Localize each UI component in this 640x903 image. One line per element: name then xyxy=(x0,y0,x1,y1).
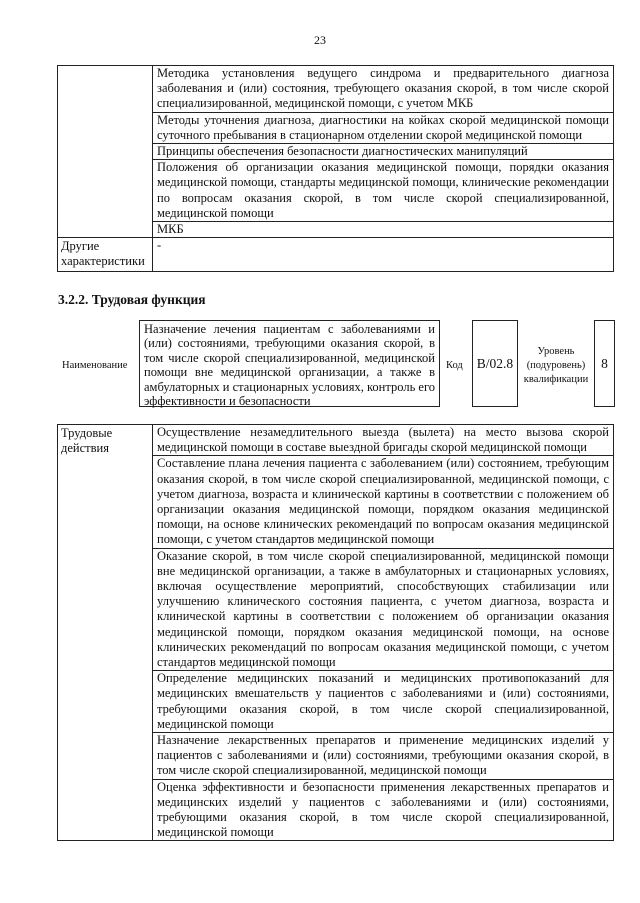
knowledge-table xyxy=(57,65,614,272)
table-cell: Оказание скорой, в том числе скорой специализированной, медицинской помощи вне медицинской организации, а также в амбулаторных и стационарных условиях, включая осуществление мероприятий, способствующих стабилизации или улучшению клинического состояния пациента, с учетом диагноза, возраста и клинической картины в соответствии с положением об организации оказания медицинской помощи, порядком оказания медицинской помощи, на основе клинических рекомендаций по вопросам оказания медицинской помощи, с учетом стандартов медицинской помощи xyxy=(153,548,614,671)
table-cell: Положения об организации оказания медицинской помощи, порядки оказания медицинской помощи, стандарты медицинской помощи, клинические рекомендации по вопросам оказания скорой, в том числе скорой специализированной, медицинской помощи xyxy=(153,160,614,222)
table-cell: Назначение лекарственных препаратов и применение медицинских изделий у пациентов с заболеваниями и (или) состояниями, требующими оказания скорой, в том числе скорой специализированной, медицинской помощи xyxy=(153,733,614,780)
labor-actions-label: Трудовые действия xyxy=(61,426,113,456)
table-row xyxy=(58,66,614,113)
labor-actions-table xyxy=(57,424,614,841)
qualification-level-label: Уровень (подуровень) квалификации xyxy=(523,346,589,385)
name-value: Назначение лечения пациентам с заболеваниями и (или) состояниями, требующими оказания скорой, в том числе скорой специализированной, медицинской помощи вне медицинской организации, а также в амбулаторных и стационарных условиях, контроль его эффективности и безопасности xyxy=(139,320,440,407)
labor-actions-label-cell xyxy=(58,425,153,841)
other-characteristics-value: - xyxy=(153,238,614,271)
table-cell: Методика установления ведущего синдрома и предварительного диагноза заболевания и (или) состояния, требующего оказания скорой, в том числе скорой специализированной, медицинской помощи, с учетом МКБ xyxy=(153,66,614,113)
table-cell: Осуществление незамедлительного выезда (вылета) на место вызова скорой медицинской помощи в составе выездной бригады скорой медицинской помощи xyxy=(153,425,614,456)
code-label: Код xyxy=(446,360,463,371)
table-row xyxy=(58,425,614,456)
table-cell: Определение медицинских показаний и медицинских противопоказаний для медицинских вмешательств у пациентов с заболеваниями и (или) состояниями, требующими оказания скорой, в том числе скорой специализированной, медицинской помощи xyxy=(153,671,614,733)
qualification-level-value: 8 xyxy=(594,320,615,407)
code-value: B/02.8 xyxy=(472,320,518,407)
other-characteristics-label: Другие характеристики xyxy=(58,238,153,271)
table-cell: Оценка эффективности и безопасности применения лекарственных препаратов и медицинских изделий у пациентов с заболеваниями и (или) состояниями, требующими оказания скорой, в том числе скорой специализированной, медицинской помощи xyxy=(153,779,614,841)
table-row xyxy=(58,238,614,271)
table-cell: Методы уточнения диагноза, диагностики на койках скорой медицинской помощи суточного пребывания в стационарном отделении скорой медицинской помощи xyxy=(153,112,614,143)
table-cell: Составление плана лечения пациента с заболеванием (или) состоянием, требующим оказания скорой, в том числе скорой специализированной, медицинской помощи, с учетом диагноза, возраста и клинической картины в соответствии с положением об организации оказания медицинской помощи, порядком оказания медицинской помощи, на основе клинических рекомендаций по вопросам оказания медицинской помощи, с учетом стандартов медицинской помощи xyxy=(153,456,614,548)
page-number: 23 xyxy=(314,33,326,47)
knowledge-label-cell xyxy=(58,66,153,238)
table-cell: МКБ xyxy=(153,222,614,238)
table-cell: Принципы обеспечения безопасности диагностических манипуляций xyxy=(153,144,614,160)
name-label: Наименование xyxy=(62,360,128,371)
section-heading: 3.2.2. Трудовая функция xyxy=(58,292,206,307)
